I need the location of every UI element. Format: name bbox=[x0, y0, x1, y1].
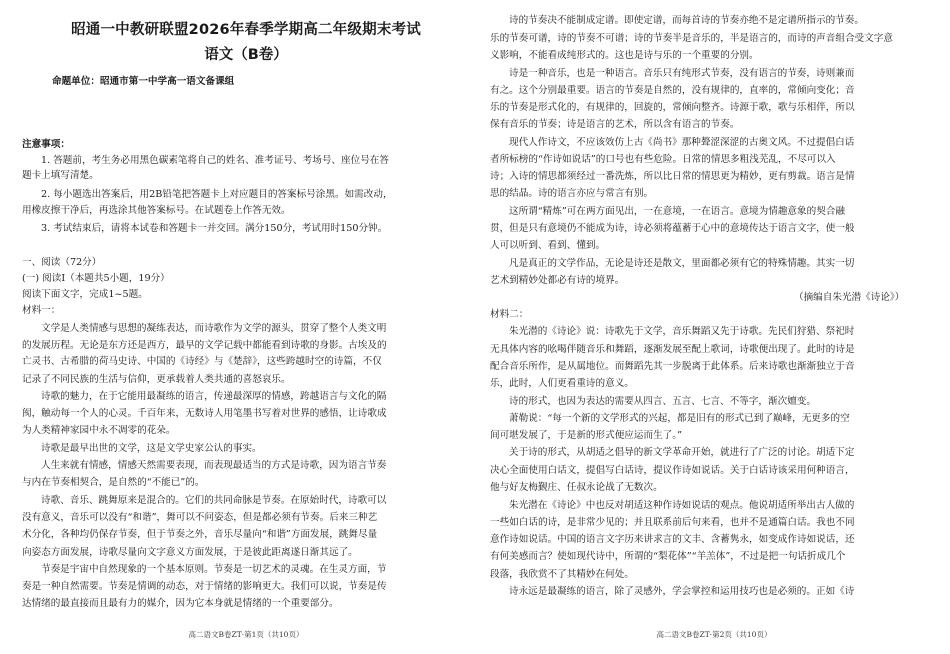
body-line: 诗是一种音乐，也是一种语言。音乐只有纯形式节奏，没有语言的节奏，诗则兼而 bbox=[509, 68, 855, 79]
body-line: 奏是一种自然需要。节奏是情调的动态，对于情绪的影响更大。我们可以说，节奏是传 bbox=[22, 581, 387, 592]
subsection-heading: (一) 阅读Ⅰ（本题共5小题，19分） bbox=[22, 273, 170, 284]
body-line: 文学是人类情感与思想的凝练表达，而诗歌作为文学的源头，贯穿了整个人类文明 bbox=[41, 323, 387, 334]
body-line: 思的结晶。诗的语言亦应与常言有别。 bbox=[490, 188, 654, 199]
body-line: 凡是真正的文学作品，无论是诗还是散文，里面都必须有它的特殊情趣。其实一切 bbox=[509, 258, 855, 269]
exam-subtitle: 语文（B卷） bbox=[204, 47, 288, 63]
body-line: 保有音乐的节奏；诗是语言的艺术，所以含有语言的节奏。 bbox=[490, 119, 740, 130]
page-1 bbox=[22, 0, 470, 654]
body-line: 记录了不同民族的生活与信仰，更承载着人类共通的喜怒哀乐。 bbox=[22, 374, 291, 385]
body-line: 诗永远是最凝练的语言，除了灵感外，学会掌控和运用技巧也是必须的。正如《诗 bbox=[509, 586, 855, 597]
body-line: 向姿态方面发展，诗歌尽量向文字意义方面发展，于是彼此距离遂日渐其远了。 bbox=[22, 547, 358, 558]
body-line: 他与好友梅觐庄、任叔永论战了无数次。 bbox=[490, 482, 663, 493]
body-line: 意作诗如说话。中国的语言文字历来讲求言的文丰、含蓄隽永，如变成作诗如说话，还 bbox=[490, 534, 855, 545]
body-line: 术分化，各种均仍保存节奏，但于节奏之外，音乐尽量向“和谐”方面发展，跳舞尽量 bbox=[22, 529, 378, 540]
body-line: 决心全面使用白话文，提倡写白话诗，提议作诗如说话。关于白话诗该采用何种语言， bbox=[490, 465, 855, 476]
exam-title: 昭通一中教研联盟2026年春季学期高二年级期末考试 bbox=[71, 22, 421, 38]
body-line: 朱光潜在《诗论》中也反对胡适这种作诗如说话的观点。他说胡适所举出古人做的 bbox=[509, 500, 855, 511]
notice-heading: 注意事项： bbox=[22, 139, 70, 150]
notice-line: 2. 每小题选出答案后，用2B铅笔把答题卡上对应题目的答案标号涂黑。如需改动， bbox=[41, 189, 393, 200]
body-line: 诗歌的魅力，在于它能用最凝练的语言，传递最深厚的情感，跨越语言与文化的隔 bbox=[41, 391, 387, 402]
body-line: 关于诗的形式，从胡适之倡导的新文学革命开始，就进行了广泛的讨论。胡适下定 bbox=[509, 447, 855, 458]
body-line: 间可堪发展了，于是新的形式便应运而生了。” bbox=[490, 430, 682, 441]
body-line: 没有意义，音乐可以没有“和谐”，舞可以不问姿态，但是都必须有节奏。后来三种艺 bbox=[22, 512, 378, 523]
section-heading: 一、阅读（72分） bbox=[22, 257, 102, 268]
notice-line: 3. 考试结束后，请将本试卷和答题卡一并交回。满分150分，考试用时150分钟。 bbox=[41, 223, 388, 234]
body-line: 朱光潜的《诗论》说：诗歌先于文学，音乐舞蹈又先于诗歌。先民们狩猎、祭祀时 bbox=[509, 326, 855, 337]
body-line: 段落，我欣赏不了其精妙在何处。 bbox=[490, 569, 634, 580]
body-line: 阂，触动每一个人的心灵。千百年来，无数诗人用笔墨书写着对世界的感悟，让诗歌成 bbox=[22, 408, 387, 419]
notice-line: 1. 答题前，考生务必用黑色碳素笔将自己的姓名、准考证号、考场号、座位号在答 bbox=[41, 155, 389, 166]
body-line: 萧勒说：“每一个新的文学形式的兴起，都是旧有的形式已到了巅峰，无更多的空 bbox=[509, 413, 850, 424]
body-line: 有何美感而言？使如现代诗中，所谓的“梨花体”“羊羔体”，不过是把一句话折成几个 bbox=[490, 551, 846, 562]
body-line: 者所标榜的“作诗如说话”的口号也有些危险。日常的情思多粗浅芜乱，不尽可以入 bbox=[490, 154, 836, 165]
page-2 bbox=[490, 0, 938, 654]
body-line: 诗歌、音乐、跳舞原来是混合的。它们的共同命脉是节奏。在原始时代，诗歌可以 bbox=[41, 495, 387, 506]
body-line: 一些如白话的诗，是非常少见的；并且联系前后句来看，也并不是通篇白话。我也不同 bbox=[490, 517, 855, 528]
body-line: 贯，但是只有意境仍不能成为诗，诗必须将蕴蓄于心中的意境传达于语言文字，使一般 bbox=[490, 223, 855, 234]
body-line: 诗；入诗的情思都须经过一番洗炼，所以比日常的情思更为精妙，更有剪裁。语言是情 bbox=[490, 171, 855, 182]
instruction: 阅读下面文字，完成1~5题。 bbox=[22, 289, 148, 300]
source-citation: （摘编自朱光潜《诗论》） bbox=[794, 292, 905, 303]
body-line: 有之。这个分别最重要。语言的节奏是自然的，没有规律的，直率的，常倾向变化；音 bbox=[490, 85, 855, 96]
notice-line: 题卡上填写清楚。 bbox=[22, 170, 99, 181]
body-line: 诗的节奏决不能制成定谱。即使定谱，而每首诗的节奏亦绝不是定谱所指示的节奏。 bbox=[509, 15, 864, 26]
body-line: 乐的节奏可谱，诗的节奏不可谱；诗的节奏半是音乐的，半是语言的，而诗的声音组合受文字意 bbox=[490, 33, 893, 44]
material-label: 材料二： bbox=[490, 309, 529, 320]
author-line: 命题单位：昭通市第一中学高一语文备课组 bbox=[52, 76, 235, 87]
notice-line: 用橡皮擦干净后，再选涂其他答案标号。在试题卷上作答无效。 bbox=[22, 205, 291, 216]
body-line: 达情绪的最直接而且最有力的媒介，因为它本身就是情绪的一个重要部分。 bbox=[22, 598, 339, 609]
body-line: 诗歌是最早出世的文学，这是文学史家公认的事实。 bbox=[41, 443, 262, 454]
body-line: 亡灵书、古希腊的荷马史诗、中国的《诗经》与《楚辞》，这些跨越时空的诗篇，不仅 bbox=[22, 356, 382, 367]
page-footer: 高二语文B卷ZT·第2页（共10页） bbox=[656, 630, 772, 639]
material-label: 材料一： bbox=[22, 305, 61, 316]
body-line: 人可以听到、看到、懂到。 bbox=[490, 240, 606, 251]
body-line: 与内在节奏相契合，是自然的“不能已”的。 bbox=[22, 477, 205, 488]
body-line: 无具体内容的吆喝伴随音乐和舞蹈，逐渐发展至配上歌词，诗歌便出现了。此时的诗是 bbox=[490, 344, 855, 355]
body-line: 现代人作诗文，不应该效仿上古《尚书》那种聱涩深涩的古奥文风。不过提倡白话 bbox=[509, 137, 855, 148]
body-line: 节奏是宇宙中自然现象的一个基本原则。节奏是一切艺术的灵魂。在生灵方面，节 bbox=[41, 564, 387, 575]
body-line: 诗的形式，也因为表达的需要从四言、五言、七言、不等字，渐次嬗变。 bbox=[509, 396, 816, 407]
body-line: 人生来就有情感，情感天然需要表现，而表现最适当的方式是诗歌，因为语言节奏 bbox=[41, 460, 387, 471]
body-line: 这所谓“精炼”可在两方面见出，一在意境，一在语言。意境为情趣意象的契合融 bbox=[509, 206, 845, 217]
body-line: 乐，此时，人们更看重诗的意义。 bbox=[490, 378, 634, 389]
page-footer: 高二语文B卷ZT·第1页（共10页） bbox=[188, 630, 304, 639]
body-line: 配合音乐所作，是从属地位。而舞蹈先其一步脱离于此体系。后来诗歌也渐渐独立于音 bbox=[490, 361, 855, 372]
body-line: 义影响，不能看成纯形式的。这也是诗与乐的一个重要的分别。 bbox=[490, 50, 759, 61]
body-line: 为人类精神家园中永不凋零的花朵。 bbox=[22, 425, 176, 436]
body-line: 艺术到精妙处都必有诗的境界。 bbox=[490, 275, 625, 286]
body-line: 的发展历程。无论是东方还是西方，最早的文学记载中都能看到诗歌的身影。古埃及的 bbox=[22, 340, 387, 351]
body-line: 乐的节奏是形式化的，有规律的，回旋的，常倾向整齐。诗源于歌，歌与乐相伴，所以 bbox=[490, 102, 855, 113]
